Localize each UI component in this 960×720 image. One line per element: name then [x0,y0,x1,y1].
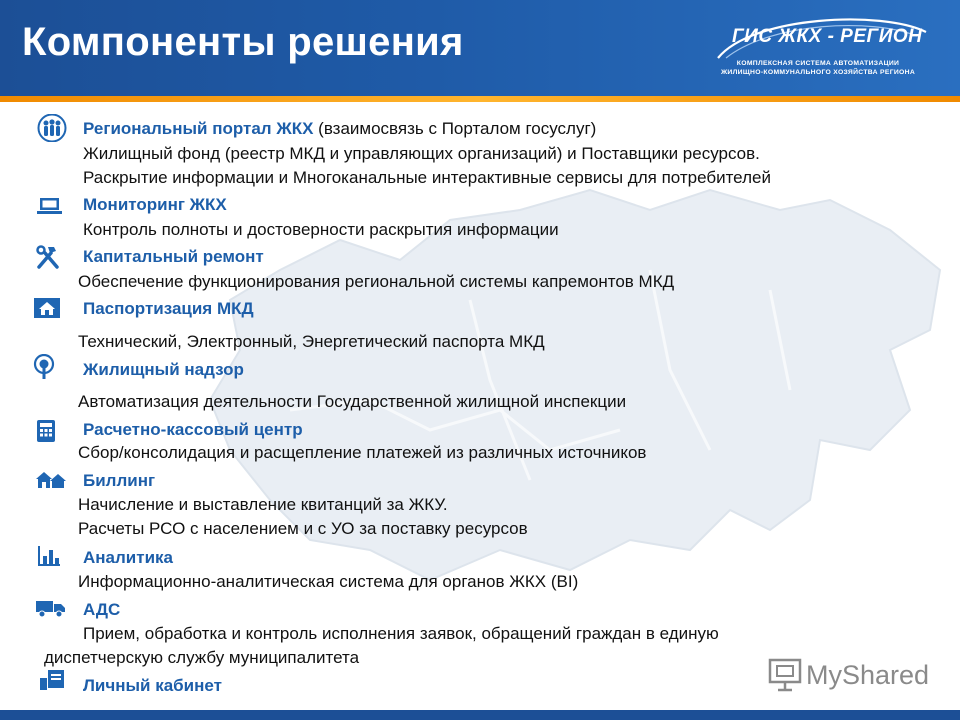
item-title-portal: Региональный портал ЖКХ (взаимосвязь с Порталом госуслуг) [83,119,597,138]
item-title-monitoring: Мониторинг ЖКХ [83,195,227,214]
item-desc-supervision: Автоматизация деятельности Государственной жилищной инспекции [78,392,627,411]
item-title-cash: Расчетно-кассовый центр [83,420,303,439]
item-desc-passport: Технический, Электронный, Энергетический паспорта МКД [78,332,545,351]
bar-chart-icon [38,546,60,566]
item-note-portal: (взаимосвязь с Порталом госуслуг) [318,119,597,138]
laptop-icon [36,196,64,216]
item-title-cabinet: Личный кабинет [83,676,222,695]
item-desc-cash: Сбор/консолидация и расщепление платежей из различных источников [78,443,647,462]
watermark [766,656,936,696]
house-icon [34,298,60,318]
footer-bar [0,710,960,720]
presentation-icon [768,658,802,692]
item-desc-portal-1: Жилищный фонд (реестр МКД и управляющих организаций) и Поставщики ресурсов. [83,144,760,163]
item-desc-repair: Обеспечение функционирования региональной системы капремонтов МКД [78,272,675,291]
item-desc-billing-1: Начисление и выставление квитанций за ЖКУ. [78,495,448,514]
item-title-ads: АДС [83,600,121,619]
logo-subtitle: КОМПЛЕКСНАЯ СИСТЕМА АВТОМАТИЗАЦИИ ЖИЛИЩНО-КОММУНАЛЬНОГО ХОЗЯЙСТВА РЕГИОНА [720,60,916,76]
item-title-passport: Паспортизация МКД [83,299,254,318]
watermark-text: MyShared [806,660,930,690]
tools-icon [36,244,60,270]
item-title-billing: Биллинг [83,471,156,490]
item-desc-portal-2: Раскрытие информации и Многоканальные интерактивные сервисы для потребителей [83,168,771,187]
houses-icon [36,470,68,490]
calculator-icon [37,420,55,442]
item-desc-ads-1: Прием, обработка и контроль исполнения заявок, обращений граждан в единую [83,624,719,643]
item-title-analytics: Аналитика [83,548,173,567]
item-desc-billing-2: Расчеты РСО с населением и с УО за поставку ресурсов [78,519,528,538]
location-pin-icon [33,354,55,380]
personal-account-icon [40,670,66,692]
item-desc-analytics: Информационно-аналитическая система для органов ЖКХ (BI) [78,572,579,591]
item-desc-monitoring: Контроль полноты и достоверности раскрытия информации [83,220,559,239]
logo-title: ГИС ЖКХ - РЕГИОН [732,26,923,47]
page-title: Компоненты решения [22,20,464,64]
item-desc-ads-2: диспетчерскую службу муниципалитета [44,648,360,667]
item-title-repair: Капитальный ремонт [83,247,264,266]
item-title-supervision: Жилищный надзор [83,360,244,379]
truck-icon [36,598,66,618]
people-icon [36,114,68,142]
